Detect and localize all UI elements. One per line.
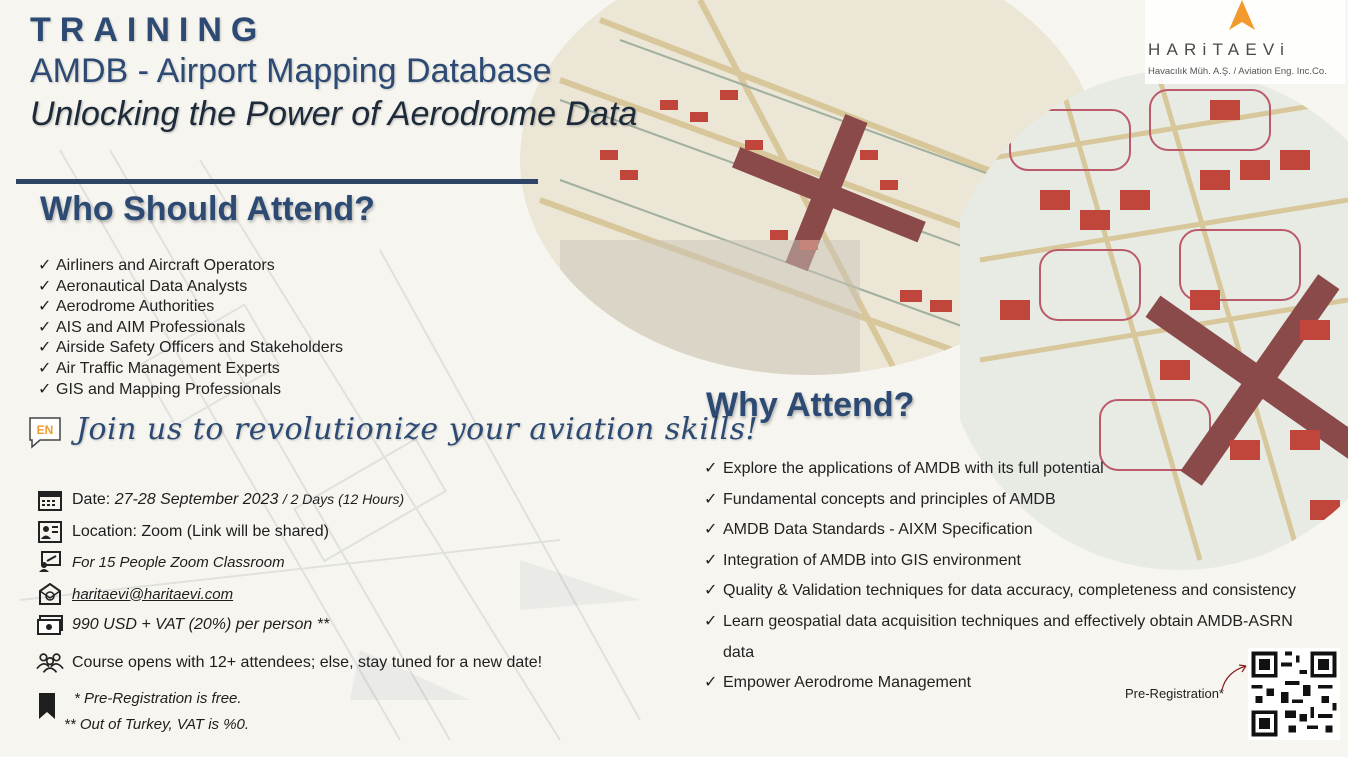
email-icon	[36, 582, 64, 606]
language-bubble-icon	[28, 416, 62, 444]
join-banner	[28, 412, 758, 447]
check-icon: ✓	[704, 490, 718, 508]
attendees-row	[36, 651, 542, 675]
list-item: ✓ Aerodrome Authorities	[38, 297, 343, 318]
people-icon	[36, 651, 64, 675]
date-duration: / 2 Days (12 Hours)	[282, 491, 405, 507]
date-value: 27-28 September 2023	[114, 491, 279, 508]
header	[30, 10, 637, 136]
list-item: ✓ AMDB Data Standards - AIXM Specification	[704, 515, 1334, 546]
list-item: ✓ Learn geospatial data acquisition techniques and effectively obtain AMDB-ASRN data	[704, 607, 1304, 668]
course-title: AMDB - Airport Mapping Database	[30, 52, 552, 90]
check-icon: ✓	[38, 257, 52, 274]
location-icon	[36, 520, 64, 544]
qr-code[interactable]	[1248, 648, 1340, 740]
email-row	[36, 582, 233, 606]
header-divider	[16, 179, 538, 184]
classroom-icon	[36, 550, 64, 574]
list-item: ✓ Fundamental concepts and principles of AMDB	[704, 485, 1334, 516]
check-icon: ✓	[704, 460, 718, 477]
course-tagline: Unlocking the Power of Aerodrome Data	[30, 95, 638, 133]
date-label: Date:	[72, 491, 111, 508]
classroom-text: For 15 People Zoom Classroom	[72, 553, 285, 571]
vat-note: ** Out of Turkey, VAT is %0.	[64, 716, 250, 733]
check-icon: ✓	[704, 521, 718, 539]
price-text: 990 USD + VAT (20%) per person **	[72, 616, 330, 633]
arrow-icon	[1216, 662, 1250, 692]
bookmark-icon	[38, 693, 56, 719]
classroom-row	[36, 550, 285, 574]
list-item: ✓ AIS and AIM Professionals	[38, 318, 343, 339]
list-item: ✓ Airside Safety Officers and Stakeholders	[38, 338, 343, 359]
who-heading: Who Should Attend?	[40, 190, 375, 228]
check-icon: ✓	[38, 359, 52, 377]
logo-subtitle: Havacılık Müh. A.Ş. / Aviation Eng. Inc.Co.	[1148, 66, 1327, 77]
list-item: ✓ Aeronautical Data Analysts	[38, 277, 343, 298]
location-row	[36, 520, 329, 544]
calendar-icon	[36, 488, 64, 512]
email-link[interactable]: haritaevi@haritaevi.com	[72, 585, 234, 603]
list-item: ✓ GIS and Mapping Professionals	[38, 380, 343, 401]
price-icon	[36, 613, 64, 637]
list-item: ✓ Integration of AMDB into GIS environment	[704, 546, 1334, 577]
check-icon: ✓	[704, 674, 718, 692]
who-list	[38, 256, 343, 400]
list-item: ✓ Explore the applications of AMDB with its full potential	[704, 454, 1334, 485]
list-item: ✓ Empower Aerodrome Management	[704, 668, 1334, 699]
pre-registration-note: * Pre-Registration is free.	[74, 690, 242, 707]
location-text: Location: Zoom (Link will be shared)	[72, 523, 330, 540]
why-heading: Why Attend?	[706, 386, 915, 424]
list-item: ✓ Airliners and Aircraft Operators	[38, 256, 343, 277]
date-row	[36, 488, 404, 512]
training-label: TRAINING	[30, 11, 267, 49]
check-icon: ✓	[704, 551, 718, 569]
check-icon: ✓	[704, 612, 718, 630]
check-icon: ✓	[38, 318, 52, 336]
list-item: ✓ Air Traffic Management Experts	[38, 359, 343, 380]
check-icon: ✓	[38, 380, 52, 398]
join-text: Join us to revolutionize your aviation skills!	[76, 412, 759, 447]
list-item: ✓ Quality & Validation techniques for data accuracy, completeness and consistency	[704, 576, 1334, 607]
check-icon: ✓	[38, 339, 52, 357]
attendees-text: Course opens with 12+ attendees; else, stay tuned for a new date!	[72, 654, 543, 671]
check-icon: ✓	[38, 277, 52, 295]
haritaevi-logo	[1145, 0, 1345, 84]
logo-name: HARiTAEVi	[1148, 40, 1291, 59]
price-row	[36, 613, 329, 637]
logo-arrow-icon	[1227, 0, 1257, 36]
check-icon: ✓	[38, 298, 52, 316]
language-badge: EN	[36, 422, 54, 437]
qr-label: Pre-Registration*	[1125, 686, 1224, 701]
check-icon: ✓	[704, 582, 718, 600]
